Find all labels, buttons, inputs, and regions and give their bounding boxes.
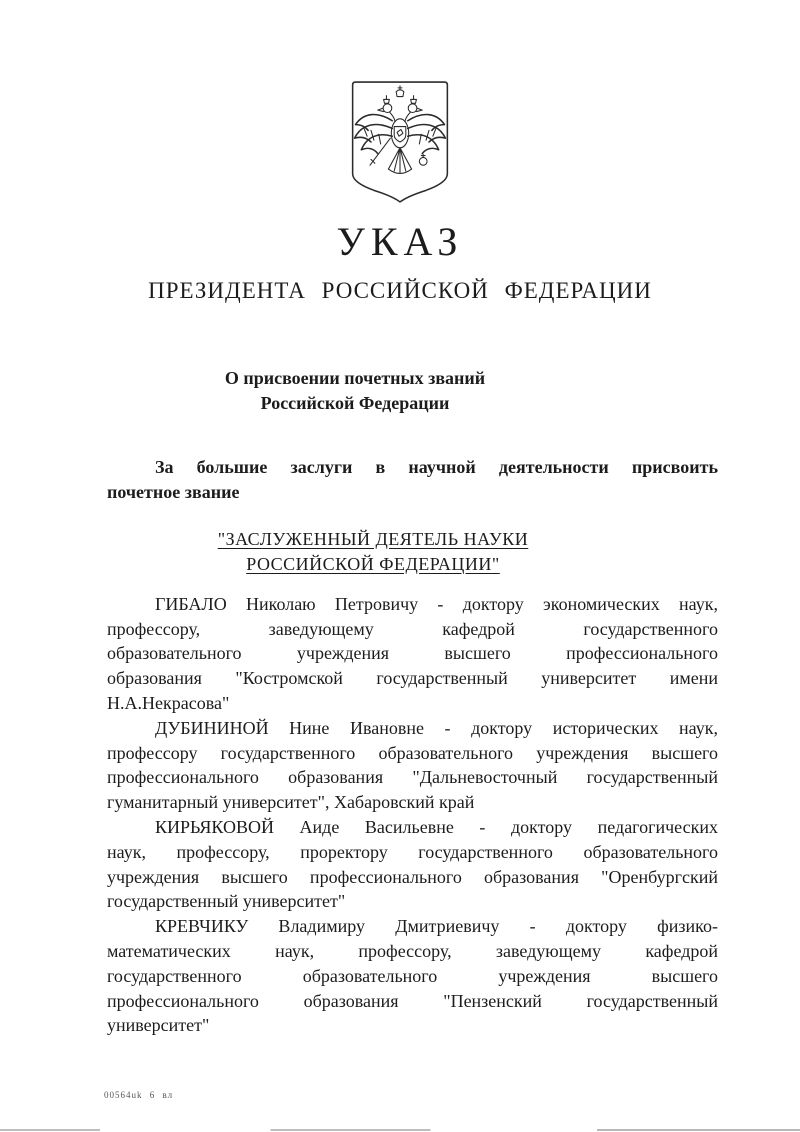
honorary-title-line: "ЗАСЛУЖЕННЫЙ ДЕЯТЕЛЬ НАУКИ <box>217 529 529 550</box>
recipient-line: государственного образовательного учреждения высшего <box>107 965 718 986</box>
subject-line: О присвоении почетных званий <box>224 368 486 388</box>
recipient-line: наук, профессору, проректору государственного образовательного <box>107 841 718 862</box>
recipient-line: математических наук, профессору, заведующему кафедрой <box>107 940 718 961</box>
decree-title: УКАЗ <box>336 219 464 264</box>
recipient-line: ГИБАЛО Николаю Петровичу - доктору экономических наук, <box>155 593 718 614</box>
decree-subject <box>0 366 755 416</box>
coat-of-arms-icon <box>342 78 458 206</box>
recipient-paragraph <box>107 592 718 716</box>
honorary-title <box>0 527 773 577</box>
recipient-line: профессору государственного образовательного учреждения высшего <box>107 742 718 763</box>
recipient-paragraph <box>107 914 718 1038</box>
recipient-line: государственный университет" <box>107 891 346 912</box>
honorary-title-line: РОССИЙСКОЙ ФЕДЕРАЦИИ" <box>246 553 500 574</box>
recipient-paragraph <box>107 815 718 914</box>
recipient-line: профессору, заведующему кафедрой государственного <box>107 618 718 639</box>
recipient-line: профессионального образования "Пензенский государственный <box>107 990 718 1011</box>
recipient-paragraph <box>107 716 718 815</box>
decree-issuer: ПРЕЗИДЕНТА РОССИЙСКОЙ ФЕДЕРАЦИИ <box>148 278 652 303</box>
preamble-line: За большие заслуги в научной деятельности присвоить <box>155 456 718 477</box>
recipient-line: гуманитарный университет", Хабаровский край <box>107 792 475 813</box>
recipient-line: ДУБИНИНОЙ Нине Ивановне - доктору исторических наук, <box>155 717 718 738</box>
recipient-line: профессионального образования "Дальневосточный государственный <box>107 767 718 788</box>
recipient-line: учреждения высшего профессионального образования "Оренбургский <box>107 866 718 887</box>
recipients-list <box>107 592 718 1038</box>
scan-artifact-line <box>0 1129 800 1131</box>
recipient-line: КИРЬЯКОВОЙ Аиде Васильевне - доктору педагогических <box>155 816 718 837</box>
recipient-line: Н.А.Некрасова" <box>107 692 230 713</box>
recipient-line: университет" <box>107 1015 210 1036</box>
recipient-line: образовательного учреждения высшего профессионального <box>107 643 718 664</box>
recipient-line: образования "Костромской государственный университет имени <box>107 668 718 689</box>
footer-code: 00564uk 6 вл <box>104 1090 174 1100</box>
preamble-line: почетное звание <box>107 482 240 503</box>
decree-preamble <box>107 455 718 507</box>
recipient-line: КРЕВЧИКУ Владимиру Дмитриевичу - доктору физико- <box>155 916 718 937</box>
subject-line: Российской Федерации <box>260 392 450 413</box>
